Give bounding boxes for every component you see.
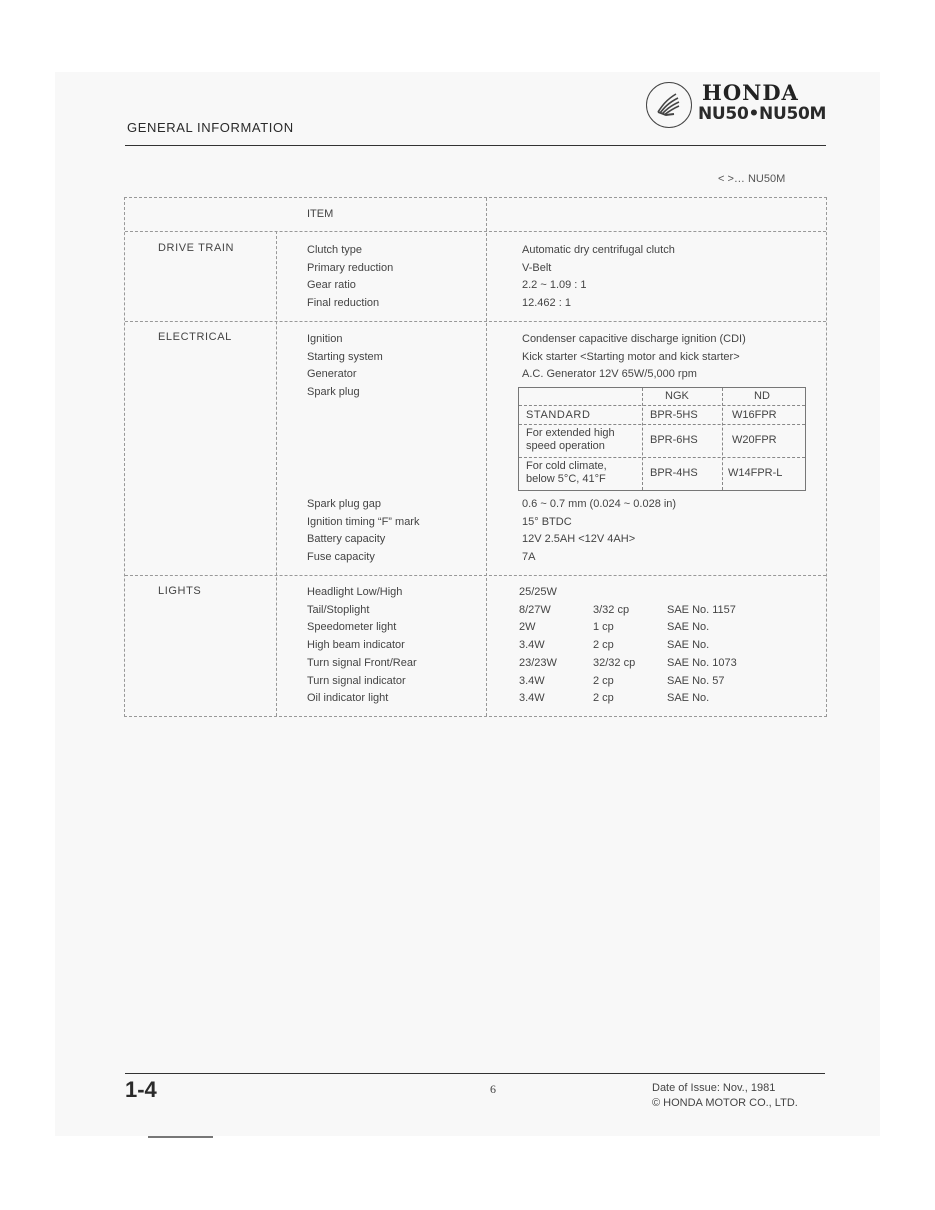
scan-smudge xyxy=(148,1136,213,1138)
item-value: 12V 2.5AH <12V 4AH> xyxy=(522,533,636,546)
sp-row-divider xyxy=(519,405,805,406)
candlepower: 2 cp xyxy=(593,692,614,705)
candlepower xyxy=(593,584,635,602)
sae-number: SAE No. xyxy=(667,621,710,634)
sp-ngk: BPR-6HS xyxy=(650,434,698,446)
wattage: 3.4W xyxy=(519,692,545,705)
sae-number xyxy=(667,584,737,602)
model-names: NU50•NU50M xyxy=(698,104,827,124)
sp-condition-line: For extended high xyxy=(526,427,615,439)
item-label: Primary reduction xyxy=(307,261,394,274)
item-label: Spark plug xyxy=(307,386,360,399)
lights-items xyxy=(307,584,417,708)
electrical-values-lower xyxy=(522,496,676,567)
sp-column-divider xyxy=(722,388,723,490)
issue-info xyxy=(652,1081,798,1111)
header-rule xyxy=(125,145,826,146)
spark-plug-table xyxy=(518,387,806,491)
row-divider xyxy=(125,321,826,322)
wattage: 2W xyxy=(519,621,536,634)
item-label: Generator xyxy=(307,368,357,381)
sp-condition xyxy=(526,460,607,486)
row-divider xyxy=(125,231,826,232)
sp-nd: W20FPR xyxy=(732,434,777,446)
date-of-issue: Date of Issue: Nov., 1981 xyxy=(652,1082,776,1094)
item-label: Speedometer light xyxy=(307,621,397,634)
sae-number: SAE No. xyxy=(667,639,710,652)
item-label: High beam indicator xyxy=(307,639,405,652)
lights-sae xyxy=(667,584,737,708)
header-item: ITEM xyxy=(307,208,334,220)
candlepower: 2 cp xyxy=(593,674,614,687)
category-lights: LIGHTS xyxy=(158,585,202,597)
sp-condition xyxy=(526,427,615,453)
wattage: 3.4W xyxy=(519,639,545,652)
candlepower: 3/32 cp xyxy=(593,603,630,616)
item-value: V-Belt xyxy=(522,261,552,274)
sp-header-ngk: NGK xyxy=(665,390,689,402)
sae-number: SAE No. 1073 xyxy=(667,656,737,669)
model-note: < >… NU50M xyxy=(718,173,786,185)
sp-condition-line: below 5°C, 41°F xyxy=(526,473,606,485)
sp-condition: STANDARD xyxy=(526,409,591,421)
drive-train-values xyxy=(522,242,675,313)
sheet-number: 6 xyxy=(490,1082,496,1096)
item-label: Tail/Stoplight xyxy=(307,603,370,616)
candlepower: 32/32 cp xyxy=(593,656,636,669)
brand-name: HONDA xyxy=(702,80,799,105)
item-label: Ignition xyxy=(307,333,343,345)
item-value: 2.2 ~ 1.09 : 1 xyxy=(522,279,587,292)
sp-nd: W16FPR xyxy=(732,409,777,421)
item-label: Spark plug gap xyxy=(307,498,381,510)
lights-candlepower xyxy=(593,584,635,708)
copyright: © HONDA MOTOR CO., LTD. xyxy=(652,1097,798,1109)
item-label: Turn signal Front/Rear xyxy=(307,656,417,669)
candlepower: 1 cp xyxy=(593,621,614,634)
item-label: Turn signal indicator xyxy=(307,674,406,687)
sp-nd: W14FPR-L xyxy=(728,467,783,479)
category-drive-train: DRIVE TRAIN xyxy=(158,242,235,254)
item-value: Kick starter <Starting motor and kick starter> xyxy=(522,350,740,363)
item-value: 0.6 ~ 0.7 mm (0.024 ~ 0.028 in) xyxy=(522,498,677,510)
wattage: 8/27W xyxy=(519,603,551,616)
wattage: 23/23W xyxy=(519,656,557,669)
sp-row-divider xyxy=(519,457,805,458)
honda-wing-icon xyxy=(654,90,682,118)
item-value: Automatic dry centrifugal clutch xyxy=(522,244,675,256)
sp-row-divider xyxy=(519,424,805,425)
item-value: 7A xyxy=(522,551,536,564)
category-electrical: ELECTRICAL xyxy=(158,331,232,343)
item-label: Oil indicator light xyxy=(307,692,389,705)
item-value: 12.462 : 1 xyxy=(522,297,571,310)
sae-number: SAE No. 1157 xyxy=(667,603,736,616)
wattage: 25/25W xyxy=(519,586,557,598)
sp-ngk: BPR-5HS xyxy=(650,409,698,421)
sae-number: SAE No. xyxy=(667,692,710,705)
candlepower: 2 cp xyxy=(593,639,614,652)
specifications-table xyxy=(124,197,827,717)
item-label: Ignition timing “F” mark xyxy=(307,515,420,528)
column-divider xyxy=(486,198,487,716)
page-number: 1-4 xyxy=(125,1077,157,1102)
item-value: 15° BTDC xyxy=(522,515,572,528)
electrical-items-lower xyxy=(307,496,419,567)
column-divider xyxy=(276,231,277,716)
item-label: Starting system xyxy=(307,350,383,363)
item-label: Gear ratio xyxy=(307,279,356,292)
sp-header-nd: ND xyxy=(754,390,770,402)
row-divider xyxy=(125,575,826,576)
item-value: A.C. Generator 12V 65W/5,000 rpm xyxy=(522,368,697,381)
sp-column-divider xyxy=(642,388,643,490)
sae-number: SAE No. 57 xyxy=(667,674,725,687)
item-label: Clutch type xyxy=(307,244,363,256)
item-value: Condenser capacitive discharge ignition (CDI) xyxy=(522,333,746,345)
footer-rule xyxy=(125,1073,825,1074)
item-label: Fuse capacity xyxy=(307,551,375,564)
lights-wattage xyxy=(519,584,557,708)
item-label: Headlight Low/High xyxy=(307,586,403,598)
sp-ngk: BPR-4HS xyxy=(650,467,698,479)
sp-condition-line: For cold climate, xyxy=(526,460,607,472)
electrical-items-upper xyxy=(307,331,383,402)
item-label: Final reduction xyxy=(307,297,380,310)
item-label: Battery capacity xyxy=(307,533,386,546)
section-title: GENERAL INFORMATION xyxy=(127,120,294,135)
sp-condition-line: speed operation xyxy=(526,440,605,452)
wattage: 3.4W xyxy=(519,674,545,687)
electrical-values-upper xyxy=(522,331,746,384)
honda-logo xyxy=(646,80,826,134)
drive-train-items xyxy=(307,242,393,313)
